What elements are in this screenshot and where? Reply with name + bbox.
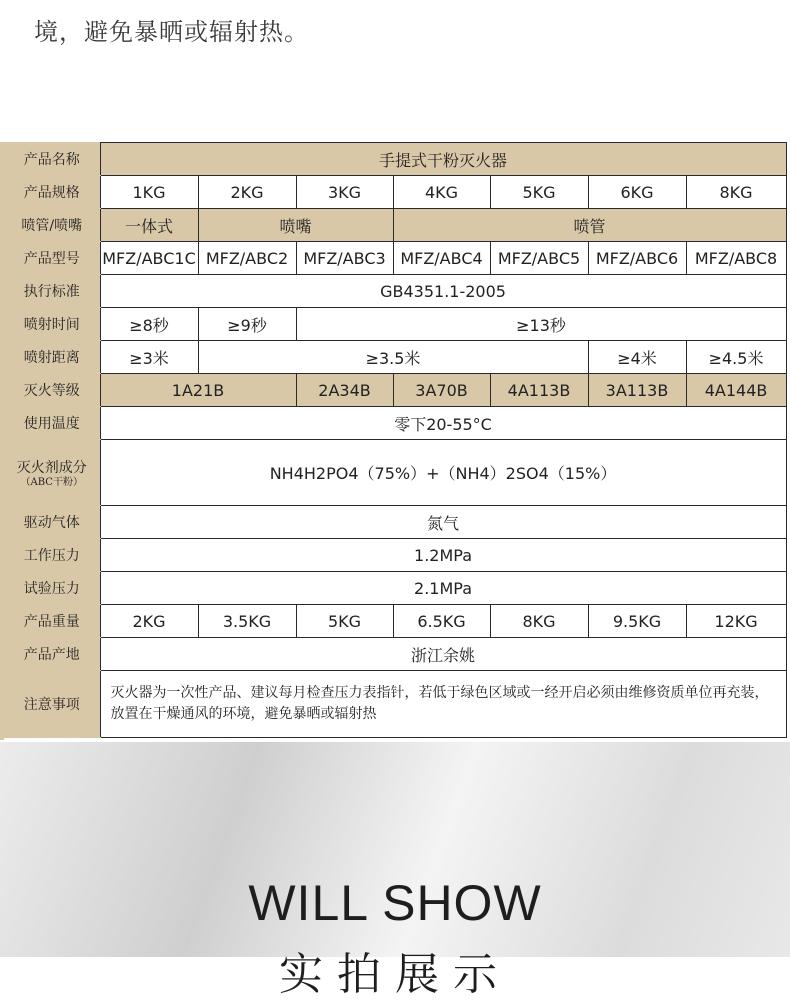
spray-time-cell: ≥9秒 [198,308,296,341]
spray-range-cell: ≥4米 [588,341,686,374]
table-row [4,605,786,638]
temperature-value: 零下20-55°C [100,407,786,440]
row-label-temperature: 使用温度 [4,407,100,440]
spec-cell: 3KG [296,176,393,209]
table-row [4,143,786,176]
test-pressure-value: 2.1MPa [100,572,786,605]
weight-cell: 2KG [100,605,198,638]
row-label-gas: 驱动气体 [4,506,100,539]
weight-cell: 3.5KG [198,605,296,638]
spec-cell: 5KG [490,176,588,209]
spec-cell: 1KG [100,176,198,209]
model-cell: MFZ/ABC4 [393,242,490,275]
spray-time-cell: ≥8秒 [100,308,198,341]
hero-title: WILL SHOW [248,875,542,931]
standard-value: GB4351.1-2005 [100,275,786,308]
spray-range-cell: ≥4.5米 [686,341,786,374]
row-label-spray-range: 喷射距离 [4,341,100,374]
agent-value: NH4H2PO4（75%）+（NH4）2SO4（15%） [100,440,786,506]
spec-cell: 8KG [686,176,786,209]
table-row [4,242,786,275]
weight-cell: 9.5KG [588,605,686,638]
spec-cell: 6KG [588,176,686,209]
table-row [4,308,786,341]
nozzle-cell: 一体式 [100,209,198,242]
intro-text: 境，避免暴晒或辐射热。 [34,18,309,46]
weight-cell: 6.5KG [393,605,490,638]
notice-value: 灭火器为一次性产品、建议每月检查压力表指针，若低于绿色区域或一经开启必须由维修资质单位再充装，放置在干燥通风的环境，避免暴晒或辐射热 [100,671,786,738]
rating-cell: 4A144B [686,374,786,407]
row-label-spec: 产品规格 [4,176,100,209]
product-name-value: 手提式干粉灭火器 [100,143,786,176]
table-row [4,341,786,374]
rating-cell: 2A34B [296,374,393,407]
nozzle-cell: 喷嘴 [198,209,393,242]
origin-value: 浙江余姚 [100,638,786,671]
model-cell: MFZ/ABC1C [100,242,198,275]
spec-table [4,142,787,738]
row-label-name: 产品名称 [4,143,100,176]
table-row [4,407,786,440]
weight-cell: 8KG [490,605,588,638]
rating-cell: 3A113B [588,374,686,407]
table-row [4,176,786,209]
table-row [4,506,786,539]
rating-cell: 3A70B [393,374,490,407]
hero-subtitle: 实拍展示 [279,949,511,1000]
rating-cell: 1A21B [100,374,296,407]
spray-time-cell: ≥13秒 [296,308,786,341]
row-label-agent [4,440,100,506]
spec-cell: 4KG [393,176,490,209]
weight-cell: 5KG [296,605,393,638]
row-label-weight: 产品重量 [4,605,100,638]
table-row [4,638,786,671]
table-row [4,572,786,605]
spec-cell: 2KG [198,176,296,209]
table-row [4,539,786,572]
row-label-standard: 执行标准 [4,275,100,308]
row-label-model: 产品型号 [4,242,100,275]
gas-value: 氮气 [100,506,786,539]
table-row [4,275,786,308]
row-label-origin: 产品产地 [4,638,100,671]
table-row [4,440,786,506]
hero-banner [0,742,790,1000]
row-label-notice: 注意事项 [4,671,100,738]
weight-cell: 12KG [686,605,786,638]
agent-sublabel: （ABC干粉） [20,476,83,488]
model-cell: MFZ/ABC5 [490,242,588,275]
model-cell: MFZ/ABC6 [588,242,686,275]
model-cell: MFZ/ABC8 [686,242,786,275]
model-cell: MFZ/ABC3 [296,242,393,275]
row-label-spray-time: 喷射时间 [4,308,100,341]
table-row [4,671,786,738]
table-row [4,374,786,407]
rating-cell: 4A113B [490,374,588,407]
row-label-test-pressure: 试验压力 [4,572,100,605]
spray-range-cell: ≥3米 [100,341,198,374]
row-label-rating: 灭火等级 [4,374,100,407]
row-label-nozzle: 喷管/喷嘴 [4,209,100,242]
spray-range-cell: ≥3.5米 [198,341,588,374]
table-row [4,209,786,242]
row-label-work-pressure: 工作压力 [4,539,100,572]
model-cell: MFZ/ABC2 [198,242,296,275]
work-pressure-value: 1.2MPa [100,539,786,572]
nozzle-cell: 喷管 [393,209,786,242]
agent-label: 灭火剂成分 [16,459,87,476]
